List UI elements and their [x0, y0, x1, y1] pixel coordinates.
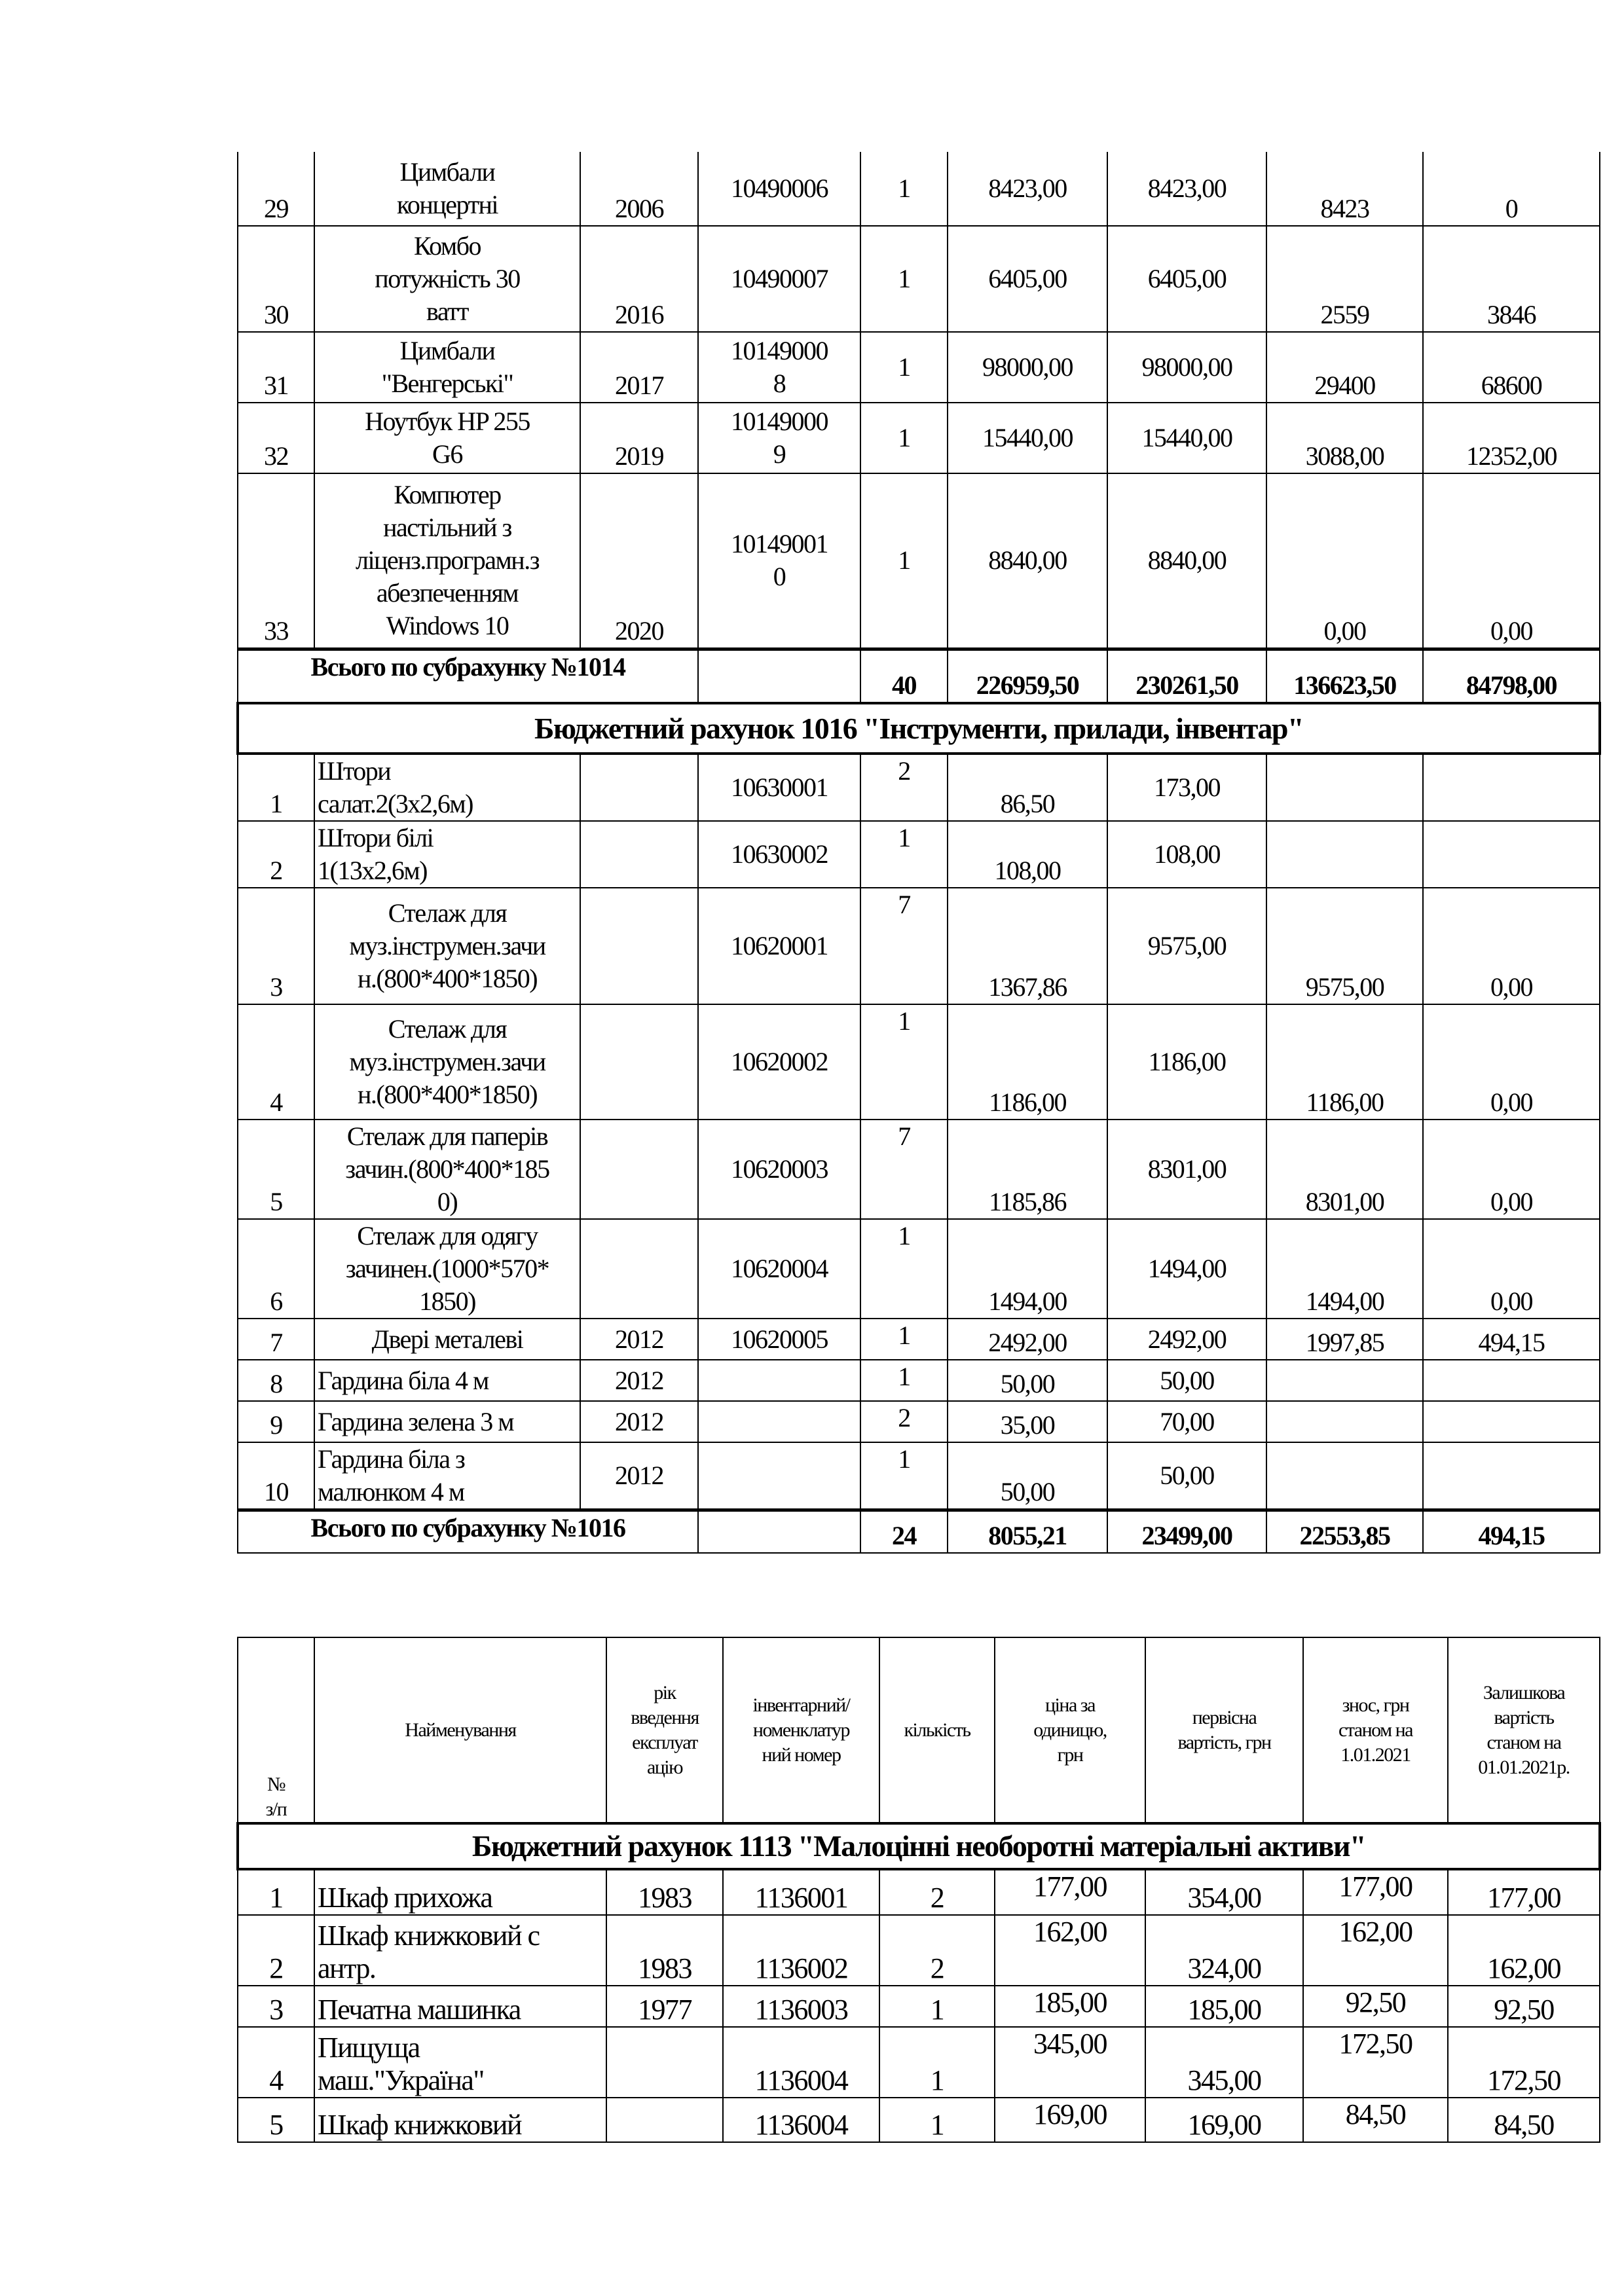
unit-price-cell: 1367,86: [948, 888, 1107, 1004]
unit-price-cell: 169,00: [995, 2098, 1145, 2142]
residual-value-cell: 68600: [1423, 332, 1600, 403]
number-cell: 8: [238, 1360, 314, 1401]
table-row: [238, 1319, 1600, 1360]
initial-value-cell: 98000,00: [1107, 332, 1266, 403]
residual-value-cell: 92,50: [1448, 1986, 1600, 2027]
initial-value-cell: 108,00: [1107, 821, 1266, 888]
inventory-number-cell: 10620005: [698, 1319, 860, 1360]
year-cell: [580, 754, 698, 821]
unit-price-cell: 15440,00: [948, 403, 1107, 473]
name-cell: Штори салат.2(3х2,6м): [314, 754, 580, 821]
table-row: [238, 1360, 1600, 1401]
quantity-cell: 2: [879, 1915, 995, 1986]
year-cell: 2016: [580, 226, 698, 332]
unit-price-cell: 6405,00: [948, 226, 1107, 332]
number-cell: 30: [238, 226, 314, 332]
inventory-number-cell: 10149000 9: [698, 403, 860, 473]
quantity-header: кількість: [879, 1637, 995, 1823]
residual-value-cell: [1423, 1401, 1600, 1442]
depreciation-cell: 162,00: [1303, 1915, 1448, 1986]
residual-value-cell: 172,50: [1448, 2027, 1600, 2098]
depreciation-cell: 3088,00: [1266, 403, 1423, 473]
initial-value-cell: 1186,00: [1107, 1004, 1266, 1120]
inventory-table-1113: [236, 1637, 1601, 2143]
depreciation-cell: 172,50: [1303, 2027, 1448, 2098]
number-cell: 4: [238, 1004, 314, 1120]
year-cell: [606, 2098, 723, 2142]
table-row: [238, 1004, 1600, 1120]
depreciation-cell: [1266, 1442, 1423, 1510]
name-cell: Шкаф книжковий: [314, 2098, 606, 2142]
inventory-number-cell: 1136004: [723, 2027, 879, 2098]
name-cell: Гардина зелена 3 м: [314, 1401, 580, 1442]
year-cell: [606, 2027, 723, 2098]
number-cell: 3: [238, 1986, 314, 2027]
unit-price-cell: 1185,86: [948, 1120, 1107, 1219]
depreciation-cell: 8423: [1266, 152, 1423, 226]
residual-value-cell: [1423, 1442, 1600, 1510]
depreciation-header: знос, грн станом на 1.01.2021: [1303, 1637, 1448, 1823]
year-cell: 2012: [580, 1401, 698, 1442]
residual-value-cell: [1423, 1360, 1600, 1401]
residual-value-header: Залишкова вартість станом на 01.01.2021р.: [1448, 1637, 1600, 1823]
initial-value-cell: 8423,00: [1107, 152, 1266, 226]
depreciation-cell: [1266, 754, 1423, 821]
initial-value-cell: 185,00: [1145, 1986, 1303, 2027]
inventory-number-cell: [698, 1360, 860, 1401]
name-cell: Стелаж для муз.інструмен.зачи н.(800*400*1850): [314, 888, 580, 1004]
initial-value-cell: 50,00: [1107, 1360, 1266, 1401]
residual-value-cell: 0: [1423, 152, 1600, 226]
unit-price-cell: 8840,00: [948, 473, 1107, 649]
number-cell: 6: [238, 1219, 314, 1319]
depreciation-cell: 1997,85: [1266, 1319, 1423, 1360]
table-row: [238, 2027, 1600, 2098]
year-cell: [580, 1219, 698, 1319]
quantity-cell: 1: [860, 403, 948, 473]
quantity-cell: 1: [860, 1219, 948, 1319]
name-cell: Гардина біла 4 м: [314, 1360, 580, 1401]
number-header: № з/п: [238, 1637, 314, 1823]
unit-price-header: ціна за одиницю, грн: [995, 1637, 1145, 1823]
quantity-cell: 1: [860, 821, 948, 888]
quantity-cell: 1: [860, 1004, 948, 1120]
unit-price-cell: 108,00: [948, 821, 1107, 888]
table-row: [238, 226, 1600, 332]
inventory-number-cell: 10490007: [698, 226, 860, 332]
initial-value-cell: 6405,00: [1107, 226, 1266, 332]
residual-value-cell: 12352,00: [1423, 403, 1600, 473]
name-cell: Цимбали концертні: [314, 152, 580, 226]
year-cell: 2012: [580, 1442, 698, 1510]
unit-price-cell: 177,00: [995, 1869, 1145, 1915]
depreciation-cell: [1266, 1360, 1423, 1401]
subtotal-qty: 40: [860, 649, 948, 703]
year-cell: 2019: [580, 403, 698, 473]
table-row: [238, 1915, 1600, 1986]
inventory-number-cell: 10620004: [698, 1219, 860, 1319]
quantity-cell: 1: [879, 2027, 995, 2098]
number-cell: 4: [238, 2027, 314, 2098]
name-cell: Стелаж для одягу зачинен.(1000*570* 1850): [314, 1219, 580, 1319]
initial-value-cell: 70,00: [1107, 1401, 1266, 1442]
name-cell: Печатна машинка: [314, 1986, 606, 2027]
number-cell: 2: [238, 1915, 314, 1986]
subtotal-wear: 22553,85: [1266, 1510, 1423, 1553]
depreciation-cell: [1266, 821, 1423, 888]
inventory-number-header: інвентарний/ номенклатур ний номер: [723, 1637, 879, 1823]
subtotal-residual: 84798,00: [1423, 649, 1600, 703]
initial-value-cell: 1494,00: [1107, 1219, 1266, 1319]
depreciation-cell: 1186,00: [1266, 1004, 1423, 1120]
residual-value-cell: [1423, 754, 1600, 821]
number-cell: 9: [238, 1401, 314, 1442]
inventory-table-1014-1016: [236, 152, 1601, 1554]
number-cell: 32: [238, 403, 314, 473]
depreciation-cell: 177,00: [1303, 1869, 1448, 1915]
unit-price-cell: 98000,00: [948, 332, 1107, 403]
depreciation-cell: 84,50: [1303, 2098, 1448, 2142]
subtotal-wear: 136623,50: [1266, 649, 1423, 703]
unit-price-cell: 162,00: [995, 1915, 1145, 1986]
table-row: [238, 473, 1600, 649]
name-cell: Стелаж для муз.інструмен.зачи н.(800*400*1850): [314, 1004, 580, 1120]
section-heading-1016: Бюджетний рахунок 1016 "Інструменти, прилади, інвентар": [238, 703, 1600, 754]
number-cell: 31: [238, 332, 314, 403]
subtotal-label: Всього по субрахунку №1014: [238, 649, 698, 703]
residual-value-cell: 0,00: [1423, 888, 1600, 1004]
residual-value-cell: 162,00: [1448, 1915, 1600, 1986]
year-cell: 2012: [580, 1360, 698, 1401]
inventory-number-cell: 10149001 0: [698, 473, 860, 649]
inventory-number-cell: 10620002: [698, 1004, 860, 1120]
inventory-number-cell: 10149000 8: [698, 332, 860, 403]
year-cell: 2017: [580, 332, 698, 403]
unit-price-cell: 345,00: [995, 2027, 1145, 2098]
quantity-cell: 2: [860, 754, 948, 821]
name-cell: Ноутбук HP 255 G6: [314, 403, 580, 473]
unit-price-cell: 185,00: [995, 1986, 1145, 2027]
initial-value-cell: 50,00: [1107, 1442, 1266, 1510]
initial-value-cell: 345,00: [1145, 2027, 1303, 2098]
depreciation-cell: 2559: [1266, 226, 1423, 332]
quantity-cell: 2: [860, 1401, 948, 1442]
empty-cell: [698, 649, 860, 703]
residual-value-cell: 3846: [1423, 226, 1600, 332]
subtotal-price: 8055,21: [948, 1510, 1107, 1553]
quantity-cell: 7: [860, 1120, 948, 1219]
year-cell: [580, 888, 698, 1004]
quantity-cell: 1: [860, 332, 948, 403]
number-cell: 1: [238, 1869, 314, 1915]
inventory-number-cell: 1136003: [723, 1986, 879, 2027]
table-row: [238, 1120, 1600, 1219]
year-cell: 2012: [580, 1319, 698, 1360]
initial-value-cell: 354,00: [1145, 1869, 1303, 1915]
number-cell: 10: [238, 1442, 314, 1510]
year-cell: 2006: [580, 152, 698, 226]
section-heading-1113: Бюджетний рахунок 1113 "Малоцінні необоротні матеріальні активи": [238, 1823, 1600, 1869]
table-row: [238, 754, 1600, 821]
inventory-number-cell: 10630001: [698, 754, 860, 821]
table-row: [238, 152, 1600, 226]
subtotal-label: Всього по субрахунку №1016: [238, 1510, 698, 1553]
header-row: [238, 1637, 1600, 1823]
subtotal-initial: 23499,00: [1107, 1510, 1266, 1553]
year-cell: 2020: [580, 473, 698, 649]
name-cell: Стелаж для паперів зачин.(800*400*185 0): [314, 1120, 580, 1219]
unit-price-cell: 50,00: [948, 1442, 1107, 1510]
subtotal-initial: 230261,50: [1107, 649, 1266, 703]
quantity-cell: 7: [860, 888, 948, 1004]
year-header: рік введення експлуат ацію: [606, 1637, 723, 1823]
number-cell: 33: [238, 473, 314, 649]
depreciation-cell: 9575,00: [1266, 888, 1423, 1004]
table-row: [238, 1986, 1600, 2027]
table-row: [238, 1869, 1600, 1915]
depreciation-cell: 29400: [1266, 332, 1423, 403]
name-cell: Цимбали "Венгерські": [314, 332, 580, 403]
unit-price-cell: 1494,00: [948, 1219, 1107, 1319]
initial-value-cell: 8301,00: [1107, 1120, 1266, 1219]
initial-value-cell: 2492,00: [1107, 1319, 1266, 1360]
inventory-number-cell: 1136001: [723, 1869, 879, 1915]
quantity-cell: 1: [860, 1360, 948, 1401]
subtotal-price: 226959,50: [948, 649, 1107, 703]
unit-price-cell: 2492,00: [948, 1319, 1107, 1360]
residual-value-cell: 177,00: [1448, 1869, 1600, 1915]
initial-value-header: первісна вартість, грн: [1145, 1637, 1303, 1823]
quantity-cell: 1: [860, 473, 948, 649]
depreciation-cell: 92,50: [1303, 1986, 1448, 2027]
table-row: [238, 821, 1600, 888]
name-cell: Комбо потужність 30 ватт: [314, 226, 580, 332]
depreciation-cell: 1494,00: [1266, 1219, 1423, 1319]
quantity-cell: 1: [879, 2098, 995, 2142]
residual-value-cell: 0,00: [1423, 473, 1600, 649]
table-row: [238, 1401, 1600, 1442]
initial-value-cell: 169,00: [1145, 2098, 1303, 2142]
subtotal-row: [238, 649, 1600, 703]
initial-value-cell: 15440,00: [1107, 403, 1266, 473]
table-row: [238, 1219, 1600, 1319]
quantity-cell: 1: [860, 226, 948, 332]
unit-price-cell: 50,00: [948, 1360, 1107, 1401]
year-cell: [580, 1120, 698, 1219]
name-cell: Шкаф прихожа: [314, 1869, 606, 1915]
year-cell: 1983: [606, 1869, 723, 1915]
table-row: [238, 888, 1600, 1004]
subtotal-qty: 24: [860, 1510, 948, 1553]
year-cell: 1977: [606, 1986, 723, 2027]
number-cell: 1: [238, 754, 314, 821]
inventory-number-cell: [698, 1401, 860, 1442]
depreciation-cell: [1266, 1401, 1423, 1442]
residual-value-cell: 494,15: [1423, 1319, 1600, 1360]
inventory-number-cell: 10620003: [698, 1120, 860, 1219]
name-header: Найменування: [314, 1637, 606, 1823]
year-cell: 1983: [606, 1915, 723, 1986]
depreciation-cell: 8301,00: [1266, 1120, 1423, 1219]
initial-value-cell: 8840,00: [1107, 473, 1266, 649]
unit-price-cell: 8423,00: [948, 152, 1107, 226]
inventory-number-cell: 1136004: [723, 2098, 879, 2142]
residual-value-cell: 0,00: [1423, 1219, 1600, 1319]
number-cell: 3: [238, 888, 314, 1004]
residual-value-cell: [1423, 821, 1600, 888]
number-cell: 2: [238, 821, 314, 888]
initial-value-cell: 173,00: [1107, 754, 1266, 821]
name-cell: Пищуща маш."Україна": [314, 2027, 606, 2098]
number-cell: 29: [238, 152, 314, 226]
number-cell: 7: [238, 1319, 314, 1360]
table-row: [238, 2098, 1600, 2142]
table-row: [238, 332, 1600, 403]
year-cell: [580, 1004, 698, 1120]
subtotal-residual: 494,15: [1423, 1510, 1600, 1553]
initial-value-cell: 9575,00: [1107, 888, 1266, 1004]
number-cell: 5: [238, 2098, 314, 2142]
name-cell: Гардина біла з малюнком 4 м: [314, 1442, 580, 1510]
inventory-number-cell: 10630002: [698, 821, 860, 888]
quantity-cell: 1: [860, 1442, 948, 1510]
quantity-cell: 1: [860, 1319, 948, 1360]
year-cell: [580, 821, 698, 888]
unit-price-cell: 35,00: [948, 1401, 1107, 1442]
unit-price-cell: 1186,00: [948, 1004, 1107, 1120]
number-cell: 5: [238, 1120, 314, 1219]
name-cell: Штори білі 1(13х2,6м): [314, 821, 580, 888]
quantity-cell: 1: [879, 1986, 995, 2027]
empty-cell: [698, 1510, 860, 1553]
inventory-number-cell: 1136002: [723, 1915, 879, 1986]
table-row: [238, 403, 1600, 473]
unit-price-cell: 86,50: [948, 754, 1107, 821]
name-cell: Компютер настільний з ліценз.програмн.з абезпеченням Windows 10: [314, 473, 580, 649]
quantity-cell: 2: [879, 1869, 995, 1915]
inventory-number-cell: 10620001: [698, 888, 860, 1004]
residual-value-cell: 0,00: [1423, 1120, 1600, 1219]
name-cell: Шкаф книжковий с антр.: [314, 1915, 606, 1986]
quantity-cell: 1: [860, 152, 948, 226]
residual-value-cell: 84,50: [1448, 2098, 1600, 2142]
name-cell: Двері металеві: [314, 1319, 580, 1360]
inventory-number-cell: 10490006: [698, 152, 860, 226]
inventory-number-cell: [698, 1442, 860, 1510]
initial-value-cell: 324,00: [1145, 1915, 1303, 1986]
residual-value-cell: 0,00: [1423, 1004, 1600, 1120]
subtotal-row: [238, 1510, 1600, 1553]
table-row: [238, 1442, 1600, 1510]
depreciation-cell: 0,00: [1266, 473, 1423, 649]
